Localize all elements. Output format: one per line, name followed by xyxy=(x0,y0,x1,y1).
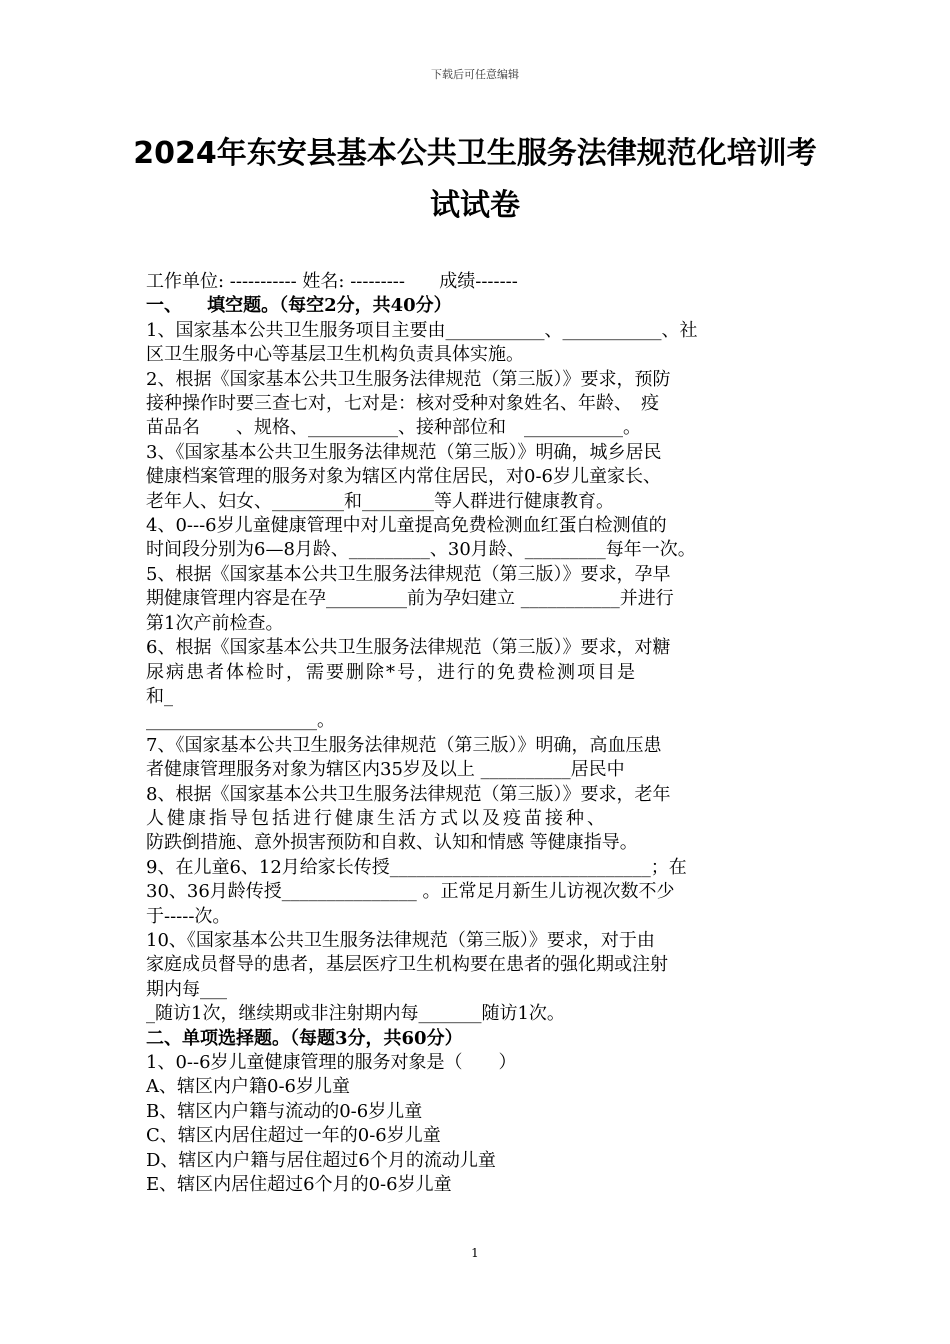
option-b: B、辖区内户籍与流动的0-6岁儿童 xyxy=(146,1100,423,1122)
info-line: 工作单位: ----------- 姓名: --------- 成绩------- xyxy=(146,271,518,292)
text-line: 7、《国家基本公共卫生服务法律规范（第三版）》明确，高血压患 xyxy=(146,734,662,756)
section-1-heading: 一、 填空题。（每空2分，共40分） xyxy=(146,295,452,317)
text-line: 时间段分别为6—8月龄、_________、30月龄、_________每年一次。 xyxy=(146,539,696,561)
section-1-lines xyxy=(146,319,806,1027)
text-line: 者健康管理服务对象为辖区内35岁及以上 __________居民中 xyxy=(146,759,625,781)
text-line: 家庭成员督导的患者，基层医疗卫生机构要在患者的强化期或注射 xyxy=(146,954,668,976)
page-number: 1 xyxy=(471,1246,479,1260)
text-line: 9、在儿童6、12月给家长传授_____________________________；在 xyxy=(146,856,687,878)
text-line: 老年人、妇女、________和________等人群进行健康教育。 xyxy=(146,490,614,512)
text-line: 3、《国家基本公共卫生服务法律规范（第三版）》明确，城乡居民 xyxy=(146,441,662,463)
document-title: 2024年东安县基本公共卫生服务法律规范化培训考试试卷 xyxy=(133,136,817,223)
option-c: C、辖区内居住超过一年的0-6岁儿童 xyxy=(146,1125,441,1147)
option-e: E、辖区内居住超过6个月的0-6岁儿童 xyxy=(146,1174,452,1196)
text-line: 2、根据《国家基本公共卫生服务法律规范（第三版）》要求，预防 xyxy=(146,368,671,390)
text-line: 30、36月龄传授_______________ 。正常足月新生儿访视次数不少 xyxy=(146,881,675,903)
text-line: 尿病患者体检时，需要删除*号，进行的免费检测项目是 xyxy=(146,661,637,683)
text-line: 和_ xyxy=(146,685,173,707)
document-body xyxy=(146,270,806,1197)
text-line: 8、根据《国家基本公共卫生服务法律规范（第三版）》要求，老年 xyxy=(146,783,671,805)
text-line: 区卫生服务中心等基层卫生机构负责具体实施。 xyxy=(146,344,524,366)
section-2-heading: 二、单项选择题。（每题3分，共60分） xyxy=(146,1027,463,1049)
text-line: _随访1次，继续期或非注射期内每_______随访1次。 xyxy=(146,1003,565,1025)
text-line: 接种操作时要三查七对，七对是：核对受种对象姓名、年龄、 疫 xyxy=(146,393,659,415)
text-line: 健康档案管理的服务对象为辖区内常住居民，对0-6岁儿童家长、 xyxy=(146,466,661,488)
text-line: 6、根据《国家基本公共卫生服务法律规范（第三版）》要求，对糖 xyxy=(146,637,671,659)
text-line: 1、国家基本公共卫生服务项目主要由___________、___________、社 xyxy=(146,319,698,341)
text-line: 苗品名 、规格、__________、接种部位和 ___________。 xyxy=(146,417,641,439)
page-header-note: 下载后可任意编辑 xyxy=(431,68,519,81)
text-line: 期内每___ xyxy=(146,978,227,1000)
option-d: D、辖区内户籍与居住超过6个月的流动儿童 xyxy=(146,1149,496,1171)
text-line: 第1次产前检查。 xyxy=(146,612,284,634)
text-line: 10、《国家基本公共卫生服务法律规范（第三版）》要求，对于由 xyxy=(146,929,655,951)
question-1: 1、0--6岁儿童健康管理的服务对象是（ ） xyxy=(146,1052,517,1073)
text-line: 4、0---6岁儿童健康管理中对儿童提高免费检测血红蛋白检测值的 xyxy=(146,515,667,537)
text-line: 于-----次。 xyxy=(146,905,231,927)
text-line: 5、根据《国家基本公共卫生服务法律规范（第三版）》要求，孕早 xyxy=(146,563,671,585)
option-a: A、辖区内户籍0-6岁儿童 xyxy=(146,1076,350,1098)
text-line: 期健康管理内容是在孕_________前为孕妇建立 ___________并进行 xyxy=(146,588,674,610)
text-line: 防跌倒措施、意外损害预防和自救、认知和情感 等健康指导。 xyxy=(146,832,638,854)
text-line: ___________________。 xyxy=(146,710,335,732)
text-line: 人健康指导包括进行健康生活方式以及疫苗接种、 xyxy=(146,807,608,829)
